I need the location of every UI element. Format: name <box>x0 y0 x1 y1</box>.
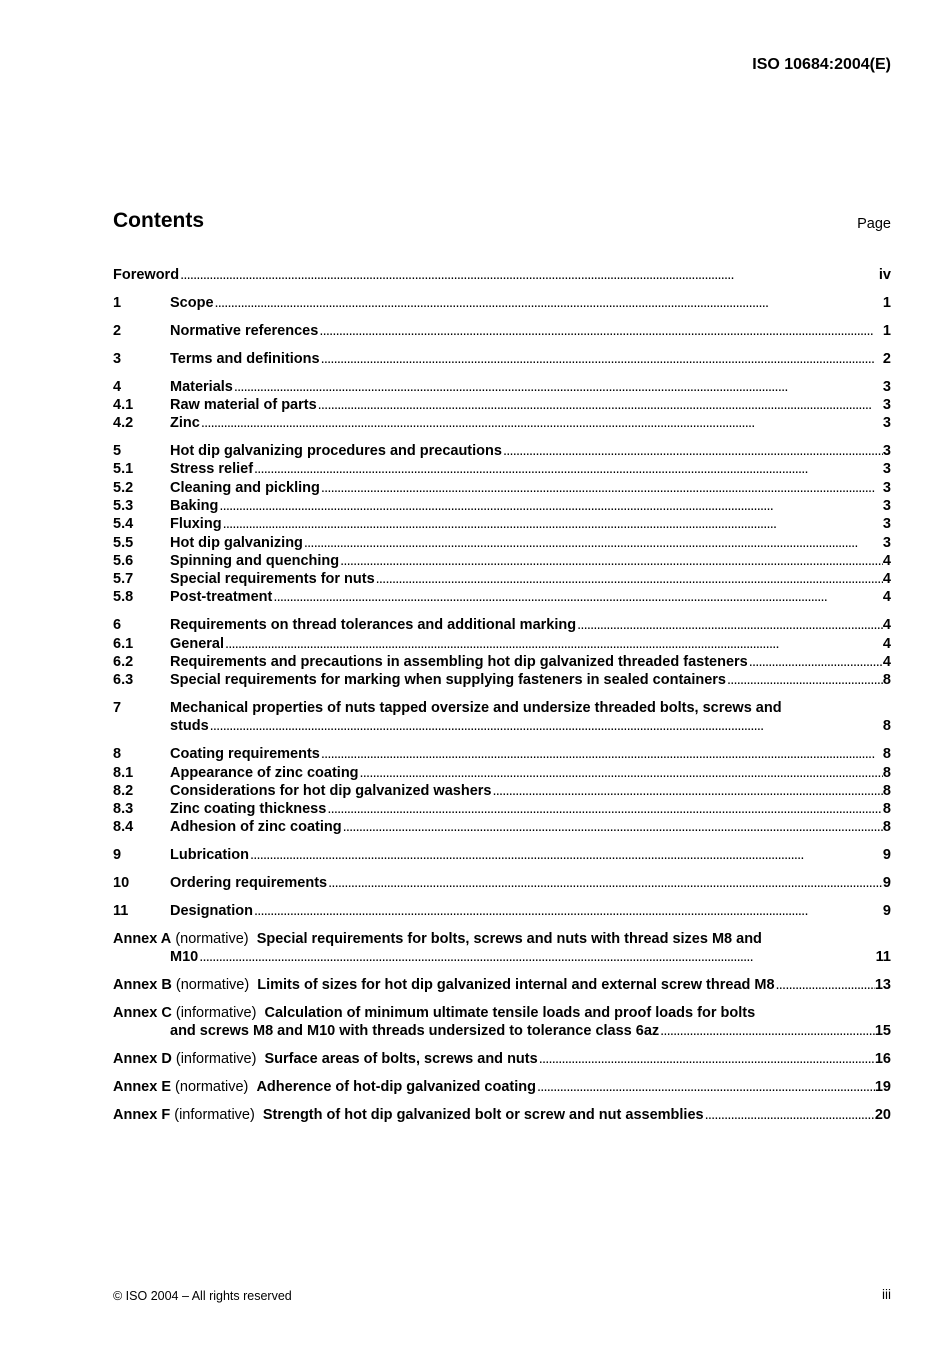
toc-entry-title: Post-treatment <box>170 589 273 606</box>
annex-title: Surface areas of bolts, screws and nuts <box>264 1051 538 1068</box>
toc-group-6 <box>113 616 891 689</box>
toc-entry-title: Terms and definitions <box>170 350 320 367</box>
toc-entry[interactable] <box>113 671 891 689</box>
dot-leader <box>659 1022 875 1040</box>
toc-annex-d[interactable] <box>113 1050 891 1068</box>
table-of-contents <box>113 266 891 1134</box>
toc-group-4 <box>113 378 891 433</box>
toc-entry-page: 1 <box>882 322 891 339</box>
toc-entry[interactable] <box>113 378 891 396</box>
toc-entry-title: Zinc <box>170 415 200 432</box>
toc-entry-title: Requirements and precautions in assembling hot dip galvanized threaded fasteners <box>170 653 748 670</box>
annex-label: Annex F <box>113 1107 171 1124</box>
toc-entry-foreword[interactable] <box>113 266 891 284</box>
toc-entry-page: 4 <box>882 571 891 588</box>
toc-entry-title: Lubrication <box>170 847 249 864</box>
toc-entry-page: 8 <box>882 801 891 818</box>
annex-label: Annex D <box>113 1051 172 1068</box>
toc-entry[interactable] <box>113 350 891 368</box>
page-number: iii <box>882 1287 891 1302</box>
toc-entry[interactable] <box>113 479 891 497</box>
toc-entry-page: 9 <box>882 903 891 920</box>
toc-entry[interactable] <box>113 460 891 478</box>
toc-group-3 <box>113 350 891 368</box>
dot-leader <box>538 1050 875 1068</box>
toc-entry-number: 5.7 <box>113 571 134 588</box>
dot-leader <box>214 294 883 312</box>
dot-leader <box>253 902 883 920</box>
toc-entry-number: 7 <box>113 700 122 717</box>
toc-annex-a[interactable] <box>113 930 891 967</box>
toc-annex-c[interactable] <box>113 1004 891 1041</box>
toc-entry-page: 3 <box>882 461 891 478</box>
toc-entry-page: 4 <box>882 653 891 670</box>
toc-entry-title: Hot dip galvanizing procedures and precautions <box>170 443 502 460</box>
toc-entry[interactable] <box>113 635 891 653</box>
dot-leader <box>326 800 883 818</box>
dot-leader <box>209 717 883 735</box>
toc-entry-page: 3 <box>882 378 891 395</box>
toc-entry-page: 8 <box>882 782 891 799</box>
annex-kind: (informative) <box>175 1005 257 1022</box>
dot-leader <box>320 745 883 763</box>
toc-entry-page: 2 <box>882 350 891 367</box>
toc-entry-page: 8 <box>882 672 891 689</box>
annex-label: Annex B <box>113 977 172 994</box>
toc-entry-page: 3 <box>882 497 891 514</box>
toc-entry-title: Stress relief <box>170 461 254 478</box>
toc-entry[interactable] <box>113 534 891 552</box>
toc-entry-number: 10 <box>113 875 130 892</box>
toc-entry[interactable] <box>113 764 891 782</box>
dot-leader <box>272 588 883 606</box>
annex-kind: (normative) <box>175 931 249 948</box>
toc-entry-title: Scope <box>170 294 214 311</box>
dot-leader <box>339 552 883 570</box>
toc-entry-number: 8.2 <box>113 782 134 799</box>
dot-leader <box>375 570 883 588</box>
toc-entry-page: 15 <box>874 1023 891 1040</box>
annex-title: Limits of sizes for hot dip galvanized internal and external screw thread M8 <box>257 977 775 994</box>
toc-entry-page: 3 <box>882 415 891 432</box>
toc-entry[interactable] <box>113 497 891 515</box>
toc-group-2 <box>113 322 891 340</box>
toc-entry-number: 6.2 <box>113 653 134 670</box>
toc-entry-title: Ordering requirements <box>170 875 328 892</box>
toc-group-11 <box>113 902 891 920</box>
toc-entry-page: 13 <box>874 977 891 994</box>
toc-entry-number: 11 <box>113 903 129 920</box>
toc-entry-number: 5.5 <box>113 534 134 551</box>
toc-entry[interactable] <box>113 396 891 414</box>
dot-leader <box>536 1078 875 1096</box>
toc-entry[interactable] <box>113 616 891 634</box>
toc-entry-number: 4 <box>113 378 122 395</box>
toc-entry-page: 3 <box>882 534 891 551</box>
annex-kind: (normative) <box>175 1079 249 1096</box>
toc-entry-title: Baking <box>170 497 219 514</box>
toc-entry-number: 4.1 <box>113 396 134 413</box>
toc-entry-title-continued: studs <box>170 718 209 735</box>
toc-entry-title: Requirements on thread tolerances and additional marking <box>170 617 577 634</box>
toc-group-5 <box>113 442 891 607</box>
toc-entry-title: Special requirements for marking when supplying fasteners in sealed containers <box>170 672 726 689</box>
dot-leader <box>317 396 883 414</box>
toc-entry-number: 6.1 <box>113 635 134 652</box>
toc-entry[interactable] <box>113 322 891 340</box>
toc-entry-number: 1 <box>113 294 122 311</box>
dot-leader <box>224 635 883 653</box>
toc-entry-page: 4 <box>882 589 891 606</box>
copyright-notice: © ISO 2004 – All rights reserved <box>113 1289 292 1303</box>
toc-entry-page: 3 <box>882 479 891 496</box>
toc-entry[interactable] <box>113 818 891 836</box>
dot-leader <box>200 414 883 432</box>
toc-entry[interactable] <box>113 414 891 432</box>
annex-title-continued: and screws M8 and M10 with threads undersized to tolerance class 6az <box>170 1023 660 1040</box>
toc-entry-title: Materials <box>170 378 233 395</box>
toc-entry[interactable] <box>113 745 891 763</box>
dot-leader <box>253 460 883 478</box>
toc-entry-number: 3 <box>113 350 122 367</box>
toc-group-foreword <box>113 266 891 284</box>
toc-entry[interactable] <box>113 846 891 864</box>
dot-leader <box>318 322 883 340</box>
toc-entry-title: Spinning and quenching <box>170 552 340 569</box>
toc-entry-number: 8.3 <box>113 801 134 818</box>
dot-leader <box>218 497 883 515</box>
annex-title: Strength of hot dip galvanized bolt or screw and nut assemblies <box>262 1107 704 1124</box>
toc-entry-title: Fluxing <box>170 516 222 533</box>
toc-entry-page: 8 <box>882 746 891 763</box>
annex-label: Annex E <box>113 1079 172 1096</box>
toc-entry-title: Coating requirements <box>170 746 320 763</box>
toc-entry-page: 16 <box>874 1051 891 1068</box>
toc-entry[interactable] <box>113 653 891 671</box>
annex-kind: (normative) <box>175 977 250 994</box>
toc-entry-title: Appearance of zinc coating <box>170 764 359 781</box>
toc-entry-number: 5 <box>113 443 122 460</box>
annex-kind: (informative) <box>174 1107 255 1124</box>
toc-entry[interactable] <box>113 515 891 533</box>
toc-annex-b[interactable] <box>113 976 891 994</box>
toc-entry-number: 5.1 <box>113 461 134 478</box>
page-column-label: Page <box>857 216 891 232</box>
annex-title: Special requirements for bolts, screws and nuts with thread sizes M8 and <box>256 931 762 948</box>
toc-entry-title: Cleaning and pickling <box>170 479 320 496</box>
toc-entry-title: Designation <box>170 903 253 920</box>
toc-entry[interactable] <box>113 552 891 570</box>
toc-entry[interactable] <box>113 570 891 588</box>
toc-entry-number: 6.3 <box>113 672 134 689</box>
toc-entry-title: Considerations for hot dip galvanized washers <box>170 782 492 799</box>
dot-leader <box>576 616 883 634</box>
toc-entry[interactable] <box>113 294 891 312</box>
toc-entry-page: 3 <box>882 396 891 413</box>
toc-group-9 <box>113 846 891 864</box>
toc-entry-title: Zinc coating thickness <box>170 801 327 818</box>
toc-entry-page: 4 <box>882 635 891 652</box>
toc-entry-number: 6 <box>113 617 122 634</box>
toc-entry-title: Mechanical properties of nuts tapped oversize and undersize threaded bolts, screws and <box>170 700 782 717</box>
dot-leader <box>327 874 883 892</box>
toc-entry-page: 3 <box>882 443 891 460</box>
toc-entry-number: 5.6 <box>113 552 134 569</box>
toc-entry-number: 9 <box>113 847 122 864</box>
toc-entry-title: General <box>170 635 224 652</box>
annex-label: Annex A <box>113 931 172 948</box>
toc-entry-number: 5.4 <box>113 516 134 533</box>
dot-leader <box>491 782 882 800</box>
toc-annex-f[interactable] <box>113 1106 891 1124</box>
toc-entry[interactable] <box>113 588 891 606</box>
toc-entry[interactable] <box>113 874 891 892</box>
document-id: ISO 10684:2004(E) <box>752 56 891 73</box>
toc-entry-page: 4 <box>882 617 891 634</box>
toc-entry-number: 5.3 <box>113 497 134 514</box>
toc-entry-page: 3 <box>882 516 891 533</box>
toc-entry-title: Foreword <box>113 267 180 283</box>
toc-entry-page: 4 <box>882 552 891 569</box>
toc-group-8 <box>113 745 891 836</box>
toc-entry[interactable] <box>113 699 891 736</box>
dot-leader <box>704 1106 875 1124</box>
dot-leader <box>748 653 883 671</box>
toc-entry-page: 20 <box>874 1107 891 1124</box>
contents-heading: Contents <box>113 209 204 232</box>
toc-entry-page: 8 <box>882 764 891 781</box>
dot-leader <box>359 764 883 782</box>
dot-leader <box>726 671 883 689</box>
annex-kind: (informative) <box>175 1051 257 1068</box>
dot-leader <box>303 534 883 552</box>
toc-entry-number: 4.2 <box>113 415 134 432</box>
toc-entry-page: 9 <box>882 847 891 864</box>
toc-group-1 <box>113 294 891 312</box>
dot-leader <box>222 515 883 533</box>
toc-entry-page: iv <box>878 267 891 283</box>
toc-entry-number: 8.4 <box>113 819 134 836</box>
annex-label: Annex C <box>113 1005 172 1022</box>
toc-entry-page: 1 <box>882 294 891 311</box>
toc-entry[interactable] <box>113 442 891 460</box>
toc-entry[interactable] <box>113 902 891 920</box>
dot-leader <box>502 442 883 460</box>
toc-entry-page: 11 <box>875 949 891 966</box>
dot-leader <box>179 266 879 284</box>
toc-entry-title: Adhesion of zinc coating <box>170 819 342 836</box>
dot-leader <box>320 350 883 368</box>
toc-entry-title: Hot dip galvanizing <box>170 534 303 551</box>
toc-entry-title: Raw material of parts <box>170 396 317 413</box>
toc-annex-e[interactable] <box>113 1078 891 1096</box>
annex-title-continued: M10 <box>170 949 199 966</box>
dot-leader <box>198 948 875 966</box>
toc-entry-page: 8 <box>882 718 891 735</box>
dot-leader <box>320 479 883 497</box>
dot-leader <box>233 378 883 396</box>
toc-entry-number: 8.1 <box>113 764 134 781</box>
dot-leader <box>775 976 875 994</box>
toc-entry-title: Special requirements for nuts <box>170 571 375 588</box>
dot-leader <box>249 846 883 864</box>
toc-entry-page: 8 <box>882 819 891 836</box>
toc-entry[interactable] <box>113 782 891 800</box>
toc-entry[interactable] <box>113 800 891 818</box>
dot-leader <box>342 818 883 836</box>
toc-group-7 <box>113 699 891 736</box>
toc-entry-number: 5.2 <box>113 479 134 496</box>
annex-title: Calculation of minimum ultimate tensile loads and proof loads for bolts <box>264 1005 756 1022</box>
toc-entry-page: 9 <box>882 875 891 892</box>
toc-entry-number: 2 <box>113 322 122 339</box>
annex-title: Adherence of hot-dip galvanized coating <box>256 1079 536 1096</box>
toc-entry-number: 8 <box>113 746 122 763</box>
toc-group-10 <box>113 874 891 892</box>
toc-entry-page: 19 <box>874 1079 891 1096</box>
toc-entry-title: Normative references <box>170 322 319 339</box>
toc-entry-number: 5.8 <box>113 589 134 606</box>
